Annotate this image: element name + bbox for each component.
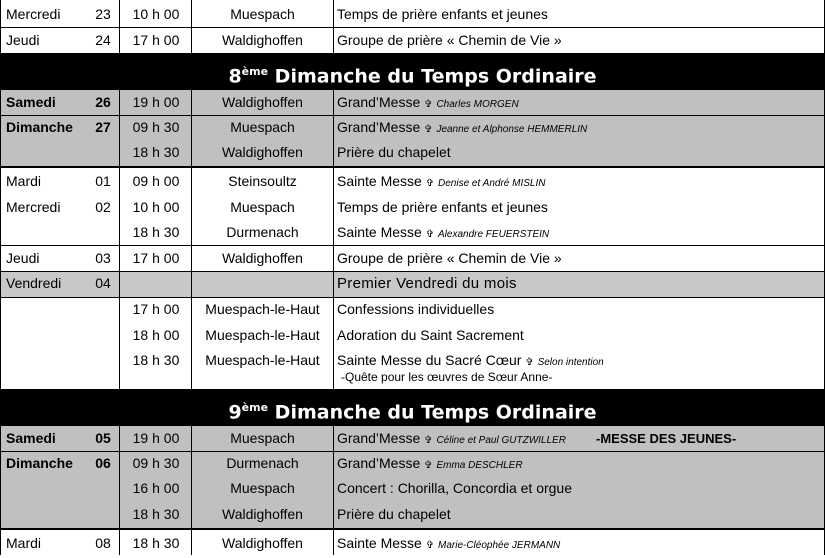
table-row [0,323,825,348]
intention-text: Denise et André MISLIN [438,178,546,189]
table-row [0,90,825,115]
place-cell: Waldighoffen [222,94,303,110]
description-cell: Confessions individuelles [337,301,495,317]
date-cell: 04 [95,275,111,291]
time-cell: 18 h 30 [132,352,180,368]
cross-icon: ✞ [424,435,433,446]
place-cell: Muespach [230,199,295,215]
grid-line [191,90,192,271]
description-cell: Concert : Chorilla, Concordia et orgue [337,480,573,496]
cross-icon: ✞ [425,540,435,551]
date-cell: 27 [95,119,111,135]
table-row [0,451,825,476]
grid-line [333,426,334,555]
grid-line [0,115,825,116]
time-cell: 16 h 00 [132,480,180,496]
table-row [0,476,825,502]
place-cell: Steinsoultz [228,173,297,189]
description-cell: Groupe de prière « Chemin de Vie » [337,250,562,266]
table-row [0,502,825,529]
day-cell: Samedi [6,430,56,446]
grid-line [0,245,825,246]
section-banner [0,53,825,90]
description-cell [337,115,587,142]
cross-icon: ✞ [424,99,433,110]
place-cell: Waldighoffen [222,32,303,48]
place-cell: Muespach [230,480,295,496]
day-cell: Mardi [6,173,42,189]
time-cell: 18 h 00 [132,327,180,343]
time-cell: 10 h 00 [132,6,180,22]
table-row [0,426,825,451]
grid-line [0,451,825,452]
day-cell: Mardi [6,535,42,551]
day-cell: Jeudi [6,250,40,266]
date-cell: 08 [95,535,111,551]
table-row [0,195,825,220]
time-cell: 09 h 00 [132,173,180,189]
table-row [0,530,825,555]
description-cell [337,451,523,478]
intention-text: Emma DESCHLER [436,460,523,471]
description-text: Grand’Messe [337,119,421,135]
banner-superscript: ème [241,65,269,78]
table-row [0,246,825,271]
cross-icon: ✞ [425,229,435,240]
grid-line [191,297,192,389]
date-cell: 03 [95,250,111,266]
grid-line [0,90,1,389]
table-row [0,0,825,28]
cross-icon: ✞ [424,460,433,471]
intention-text: Alexandre FEUERSTEIN [438,229,550,240]
day-cell: Mercredi [6,6,61,22]
description-cell: Temps de prière enfants et jeunes [337,199,548,215]
description-text: Grand’Messe [337,455,421,471]
description-text: Sainte Messe [337,173,422,189]
grid-line [0,426,1,555]
time-cell: 19 h 00 [132,430,180,446]
grid-line [0,27,825,28]
place-cell: Waldighoffen [222,506,303,522]
description-text: Grand’Messe [337,430,421,446]
description-cell: Adoration du Saint Sacrement [337,327,524,343]
description-cell [337,531,560,558]
description-cell: Prière du chapelet [337,506,451,522]
description-text: Sainte Messe [337,224,422,240]
time-cell: 17 h 00 [132,301,180,317]
description-cell: Prière du chapelet [337,144,451,160]
table-row [0,140,825,166]
time-cell: 09 h 30 [132,119,180,135]
date-cell: 01 [95,173,111,189]
time-cell: 17 h 00 [132,32,180,48]
description-cell [337,169,545,196]
place-cell: Waldighoffen [222,144,303,160]
time-cell: 19 h 00 [132,94,180,110]
place-cell: Durmenach [226,455,299,471]
day-cell: Samedi [6,94,56,110]
banner-number: 8 [228,65,242,88]
description-cell [337,220,549,247]
grid-line [333,271,334,297]
time-cell: 18 h 30 [132,224,180,240]
table-row [0,297,825,323]
place-cell: Waldighoffen [222,250,303,266]
day-cell: Vendredi [6,275,62,291]
intention-text: Charles MORGEN [436,99,519,110]
date-cell: 05 [95,430,111,446]
table-row [0,115,825,140]
collection-note: -Quête pour les œuvres de Sœur Anne- [341,370,553,384]
table-row [0,348,825,388]
banner-title: Dimanche du Temps Ordinaire [268,401,597,424]
date-cell: 02 [95,199,111,215]
description-text: Sainte Messe [337,535,422,551]
grid-line [333,297,334,389]
table-row [0,220,825,245]
grid-line [0,166,825,168]
description-cell: Groupe de prière « Chemin de Vie » [337,32,562,48]
banner-number: 9 [228,401,242,424]
time-cell: 09 h 30 [132,455,180,471]
description-cell: Temps de prière enfants et jeunes [337,6,548,22]
cross-icon: ✞ [424,124,433,135]
date-cell: 24 [95,32,111,48]
time-cell: 18 h 30 [132,144,180,160]
date-cell: 23 [95,6,111,22]
section-banner [0,389,825,426]
place-cell: Durmenach [226,224,299,240]
description-text: Grand’Messe [337,94,421,110]
table-row [0,28,825,53]
grid-line [119,90,120,389]
time-cell: 10 h 00 [132,199,180,215]
youth-mass-label: -MESSE DES JEUNES- [596,431,737,446]
description-text: Sainte Messe du Sacré Cœur [337,352,522,368]
place-cell: Muespach-le-Haut [205,301,320,317]
time-cell: 17 h 00 [132,250,180,266]
date-cell: 26 [95,94,111,110]
description-cell [337,90,519,117]
intention-text: Marie-Cléophée JERMANN [438,540,561,551]
cross-icon: ✞ [425,178,435,189]
place-cell: Muespach-le-Haut [205,327,320,343]
day-cell: Dimanche [6,119,73,135]
banner-superscript: ème [241,401,269,414]
table-row [0,168,825,195]
grid-line [0,297,825,298]
date-cell: 06 [95,455,111,471]
place-cell: Waldighoffen [222,535,303,551]
intention-text: Selon intention [537,357,604,368]
grid-line [0,528,825,530]
grid-line [333,90,334,271]
day-cell: Jeudi [6,32,40,48]
place-cell: Muespach-le-Haut [205,352,320,368]
table-row [0,271,825,297]
description-cell [337,426,566,453]
day-cell: Mercredi [6,199,61,215]
intention-text: Céline et Paul GUTZWILLER [436,435,566,446]
grid-line [191,426,192,555]
place-cell: Muespach [230,6,295,22]
cross-icon: ✞ [525,357,534,368]
place-cell: Muespach [230,430,295,446]
time-cell: 18 h 30 [132,506,180,522]
intention-text: Jeanne et Alphonse HEMMERLIN [436,124,588,135]
day-cell: Dimanche [6,455,73,471]
time-cell: 18 h 30 [132,535,180,551]
grid-line [0,271,825,272]
grid-line [191,271,192,297]
banner-title: Dimanche du Temps Ordinaire [268,65,597,88]
description-cell: Premier Vendredi du mois [337,275,517,292]
place-cell: Muespach [230,119,295,135]
grid-line [119,426,120,555]
